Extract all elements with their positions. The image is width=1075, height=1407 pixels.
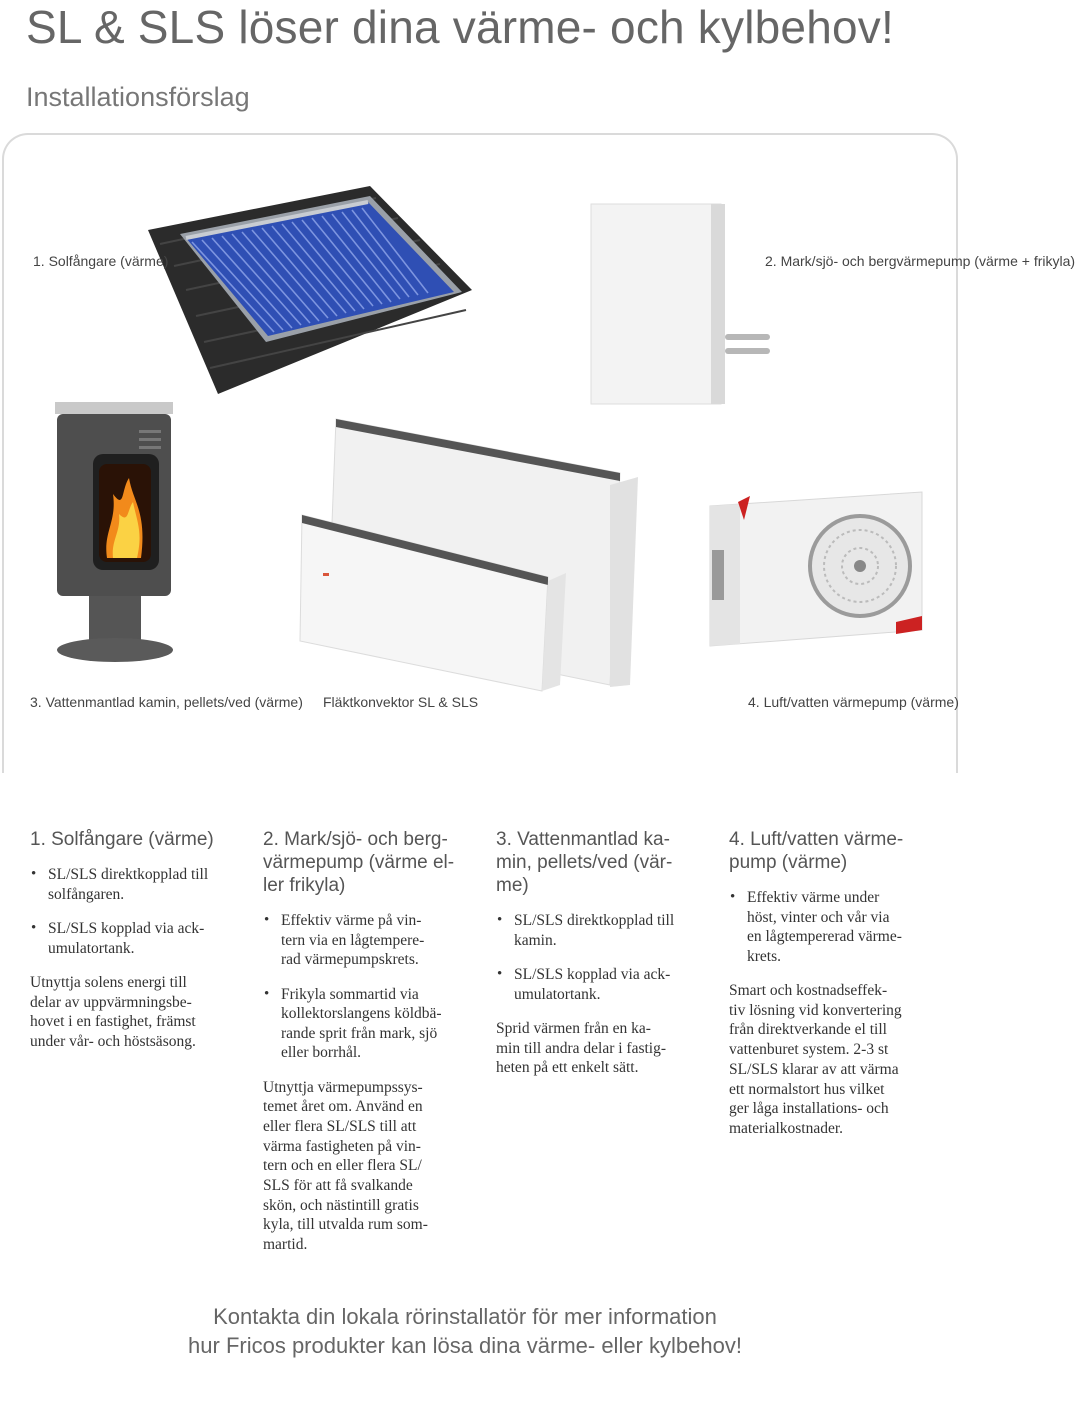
caption-stove: 3. Vattenmantlad kamin, pellets/ved (värme) (30, 694, 303, 710)
column-solar (30, 828, 244, 1052)
column-ground (263, 828, 477, 1255)
solar-collector-image (140, 182, 480, 397)
column-bullet: • SL/SLS direktkopplad till solfångaren. (30, 865, 244, 904)
column-stove (496, 828, 710, 1078)
column-bullet: • SL/SLS direktkopplad till kamin. (496, 911, 710, 950)
column-bullet: • Frikyla sommartid via kollektorslangens köldbä- rande sprit från mark, sjö eller borrhål. (263, 985, 477, 1063)
caption-ground: 2. Mark/sjö- och bergvärmepump (värme + frikyla) (765, 253, 1075, 269)
column-text: Sprid värmen från en ka- min till andra delar i fastig- heten på ett enkelt sätt. (496, 1020, 667, 1077)
column-airwater (729, 828, 943, 1139)
caption-solar: 1. Solfångare (värme) (33, 253, 169, 269)
column-text: Utnyttja solens energi till delar av uppvärmningsbe- hovet i en fastighet, främst under vår- och höstsäsong. (30, 974, 196, 1051)
column-text: Smart och kostnadseffek- tiv lösning vid konvertering från direktverkande el till vattenburet system. 2-3 st SL/SLS klarar av att värma ett normalstort hus vilket ger låga installations- och materialkostnader. (729, 982, 902, 1137)
column-text: Utnyttja värmepumpssys- temet året om. Använd en eller flera SL/SLS till att värma fastigheten på vin- tern och en eller flera SL/ SLS för att få svalkande skön, och nästintill gratis kyla, till utvalda rum som- martid. (263, 1078, 428, 1254)
page-title: SL & SLS löser dina värme- och kylbehov! (26, 1, 894, 53)
caption-airwater: 4. Luft/vatten värmepump (värme) (748, 694, 959, 710)
column-bullet: • SL/SLS kopplad via ack- umulatortank. (30, 919, 244, 958)
column-bullet: • SL/SLS kopplad via ack- umulatortank. (496, 965, 710, 1004)
column-bullet: • Effektiv värme under höst, vinter och vår via en lågtempererad värme- krets. (729, 888, 943, 966)
air-water-heat-pump-image (700, 490, 928, 650)
caption-fan: Fläktkonvektor SL & SLS (323, 694, 479, 710)
column-heading: 1. Solfångare (värme) (30, 829, 214, 850)
stove-image (55, 402, 180, 667)
ground-heat-pump-image (585, 202, 775, 408)
column-bullet: • Effektiv värme på vin- tern via en lågtempere- rad värmepumpskrets. (263, 911, 477, 970)
column-heading: 4. Luft/vatten värme- pump (värme) (729, 829, 904, 873)
fan-convector-image (298, 415, 640, 695)
column-heading: 3. Vattenmantlad ka- min, pellets/ved (vär- me) (496, 829, 673, 896)
page-subtitle: Installationsförslag (26, 82, 250, 112)
contact-footer: Kontakta din lokala rörinstallatör för mer information hur Fricos produkter kan lösa dina värme- eller kylbehov! (188, 1304, 742, 1358)
column-heading: 2. Mark/sjö- och berg- värmepump (värme el- ler frikyla) (263, 829, 455, 896)
